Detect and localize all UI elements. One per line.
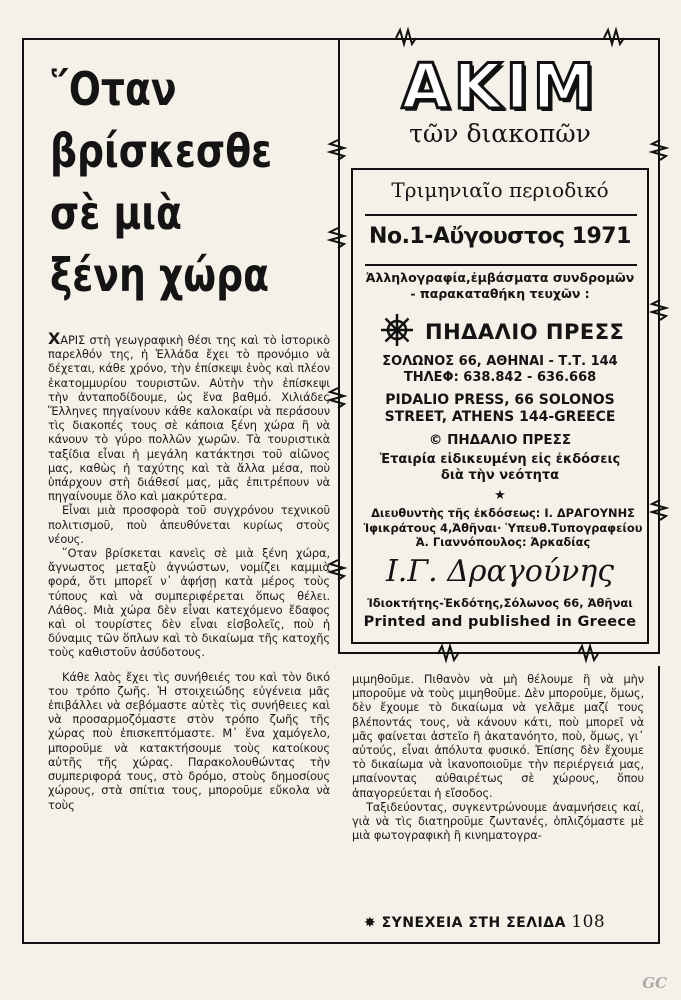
society-line: διὰ τὴν νεότητα xyxy=(440,468,560,483)
address-line: PIDALIO PRESS, 66 SOLONOS xyxy=(385,392,615,408)
address-line: ΣΟΛΩΝΟΣ 66, ΑΘΗΝΑΙ - Τ.Τ. 144 xyxy=(382,354,618,369)
periodicity: Τριμηνιαῖο περιοδικό xyxy=(391,178,609,202)
credit-line: Διευθυντὴς τῆς ἐκδόσεως: Ι. ΔΡΑΓΟΥΝΗΣ xyxy=(371,506,635,520)
article-body-left xyxy=(48,329,330,812)
page-number: 108 xyxy=(571,912,606,932)
paragraph: ῞Οταν βρίσκεται κανεὶς σὲ μιὰ ξένη χώρα, ἄγνωστος μεταξὺ ἀγνώστων, νομίζει καμμιὰ φορά, ὅτι μπορεῖ ν᾽ ἀφήσῃ κατὰ μέρος τοὺς τύπους καὶ νὰ συμπεριφέρεται ὅπως θέλει. Λάθος. Μιὰ χώρα δὲν εἶναι κατεχόμενο ἔδαφος καὶ οἱ τουρίστες δὲν εἶναι εἰσβολεῖς, ποὺ ἡ δύναμις τῶν ὅπλων καὶ τὸ δικαίωμα τῆς κατοχῆς τοὺς καθιστοῦν ἀσύδοτους. xyxy=(48,546,330,660)
article-column-right xyxy=(338,666,660,944)
copyright-line: © ΠΗΔΑΛΙΟ ΠΡΕΣΣ xyxy=(428,432,572,448)
headline-line: σὲ μιὰ xyxy=(50,186,182,240)
star-icon: ★ xyxy=(494,488,506,503)
paragraph: Κάθε λαὸς ἔχει τὶς συνήθειές του καὶ τὸν δικό του τρόπο ζωῆς. Ἡ στοιχειώδης εὐγένεια μᾶς ἐπιβάλλει νὰ σεβόμαστε αὐτὲς τὶς συνήθειες καὶ νὰ προσαρμοζόμαστε στὸν τρόπο ζωῆς τῆς χώρας ποὺ ἐπισκεπτόμαστε. Μ᾽ ἕνα χαμόγελο, μποροῦμε νὰ κατακτήσουμε τοὺς κατοίκους αὐτῆς τῆς χώρας. Παρακολουθώντας τὴν συμπεριφορά τους, στὸ δρόμο, στοὺς δημοσίους χώρους, στὰ σπίτια τους, μποροῦμε εὔκολα νὰ τοὺς xyxy=(48,669,330,812)
owner-line: Ἰδιοκτήτης-Ἐκδότης,Σόλωνος 66, Ἀθῆναι xyxy=(367,596,633,610)
headline-line: ξένη χώρα xyxy=(50,248,269,302)
logo-title: ΑΚΙΜ xyxy=(401,50,599,123)
society-line: Ἑταιρία εἰδικευμένη εἰς ἐκδόσεις xyxy=(379,452,621,467)
credit-line: Ἀ. Γιαννόπουλος: Ἀρκαδίας xyxy=(415,535,591,549)
logo-subtitle: τῶν διακοπῶν xyxy=(409,119,591,148)
watermark: GC xyxy=(642,974,667,992)
paragraph-text: ΑΡΙΣ στὴ γεωγραφικὴ θέσι της καὶ τὸ ἱστορικὸ παρελθόν της, ἡ Ἑλλάδα ἔχει τὸ προνόμιο νὰ δέχεται, κάθε χρόνο, τὴν ἐπίσκεψι ἑνὸς καὶ πλέον ἑκατομμυρίου τουριστῶν. Αὐτὴν τὴν ἐπίσκεψι τὴν ἀνταποδίδουμε, ὡς ἕνα βαθμό. Χιλιάδες Ἕλληνες πηγαίνουν κάθε καλοκαίρι νὰ περάσουν τὶς διακοπές τους σὲ κάποια ξένη χώρα ἢ νὰ κάνουν τὸ γύρο πολλῶν χωρῶν. Τὰ τουριστικὰ ταξίδια εἶναι ἡ μεγάλη κατάκτησι τοῦ αἰῶνος μας, καθὼς ἡ ταχύτης καὶ τὰ ἄλλα μέσα, ποὺ ὑπάρχουν στὴ διάθεσί μας, μᾶς ἐπιτρέπουν νὰ πηγαίνουμε ὅλο καὶ μακρύτερα. xyxy=(48,333,330,504)
star-icon: ✸ xyxy=(364,915,377,931)
paragraph: μιμηθοῦμε. Πιθανὸν νὰ μὴ θέλουμε ἢ νὰ μὴν μποροῦμε νὰ τοὺς μιμηθοῦμε. Δὲν μποροῦμε, ὅμως, δὲν ἔχουμε τὸ δικαίωμα νὰ γελᾶμε μαζί τους βλέποντάς τους, νὰ κάνουν κάτι, ποὺ μπορεῖ νὰ μᾶς φαίνεται ἀστεῖο ἢ ἀκατανόητο, ποὺ, ὅμως, γι᾽ αὐτούς, εἶναι ἀπόλυτα φυσικό. Ἐπίσης δὲν ἔχουμε τὸ δικαίωμα νὰ ἱκανοποιοῦμε τὴν περιέργειά μας, μπαίνοντας αὐθαιρέτως σὲ χώρους, ὅπου ἀπαγορεύεται ἡ εἴσοδος. xyxy=(352,672,644,800)
correspondence-note: Ἀλληλογραφία,ἐμβάσματα συνδρομῶν - παρακαταθήκη τευχῶν : xyxy=(365,270,635,301)
printed-line: Printed and published in Greece xyxy=(363,614,637,630)
credit-line: Ἰφικράτους 4,Ἀθῆναι· Ὑπευθ.Τυπογραφείου xyxy=(363,520,643,535)
paragraph xyxy=(48,329,330,504)
paragraph: Εἶναι μιὰ προσφορὰ τοῦ συγχρόνου τεχνικοῦ πολιτισμοῦ, ποὺ ἀπευθύνεται κυρίως στοὺς νέους. xyxy=(48,503,330,546)
phone-line: ΤΗΛΕΦ: 638.842 - 636.668 xyxy=(403,370,597,385)
issue-number: Νο.1-Αὔγουστος 1971 xyxy=(369,224,631,249)
headline-line: βρίσκεσθε xyxy=(50,124,273,178)
paragraph: Ταξιδεύοντας, συγκεντρώνουμε ἀναμνήσεις καί, γιὰ νὰ τὶς διατηροῦμε ζωντανές, ὁπλιζόμαστε μὲ μιὰ φωτογραφικὴ ἢ κινηματογρα- xyxy=(352,799,644,843)
article-body-right xyxy=(352,672,644,842)
continued-label: ΣΥΝΕΧΕΙΑ ΣΤΗ ΣΕΛΙΔΑ xyxy=(381,915,566,931)
signature: Ι.Γ. Δραγούνης xyxy=(385,554,615,589)
publisher-name: ΠΗΔΑΛΙΟ ΠΡΕΣΣ xyxy=(425,320,625,344)
headline xyxy=(50,58,280,306)
frame-zigzag-decoration xyxy=(318,0,681,680)
headline-line: ῞Οταν xyxy=(50,62,177,116)
drop-cap: Χ xyxy=(48,329,61,348)
continued-on-page xyxy=(364,912,605,932)
article-column-left xyxy=(22,38,338,944)
address-line: STREET, ATHENS 144-GREECE xyxy=(384,409,616,425)
